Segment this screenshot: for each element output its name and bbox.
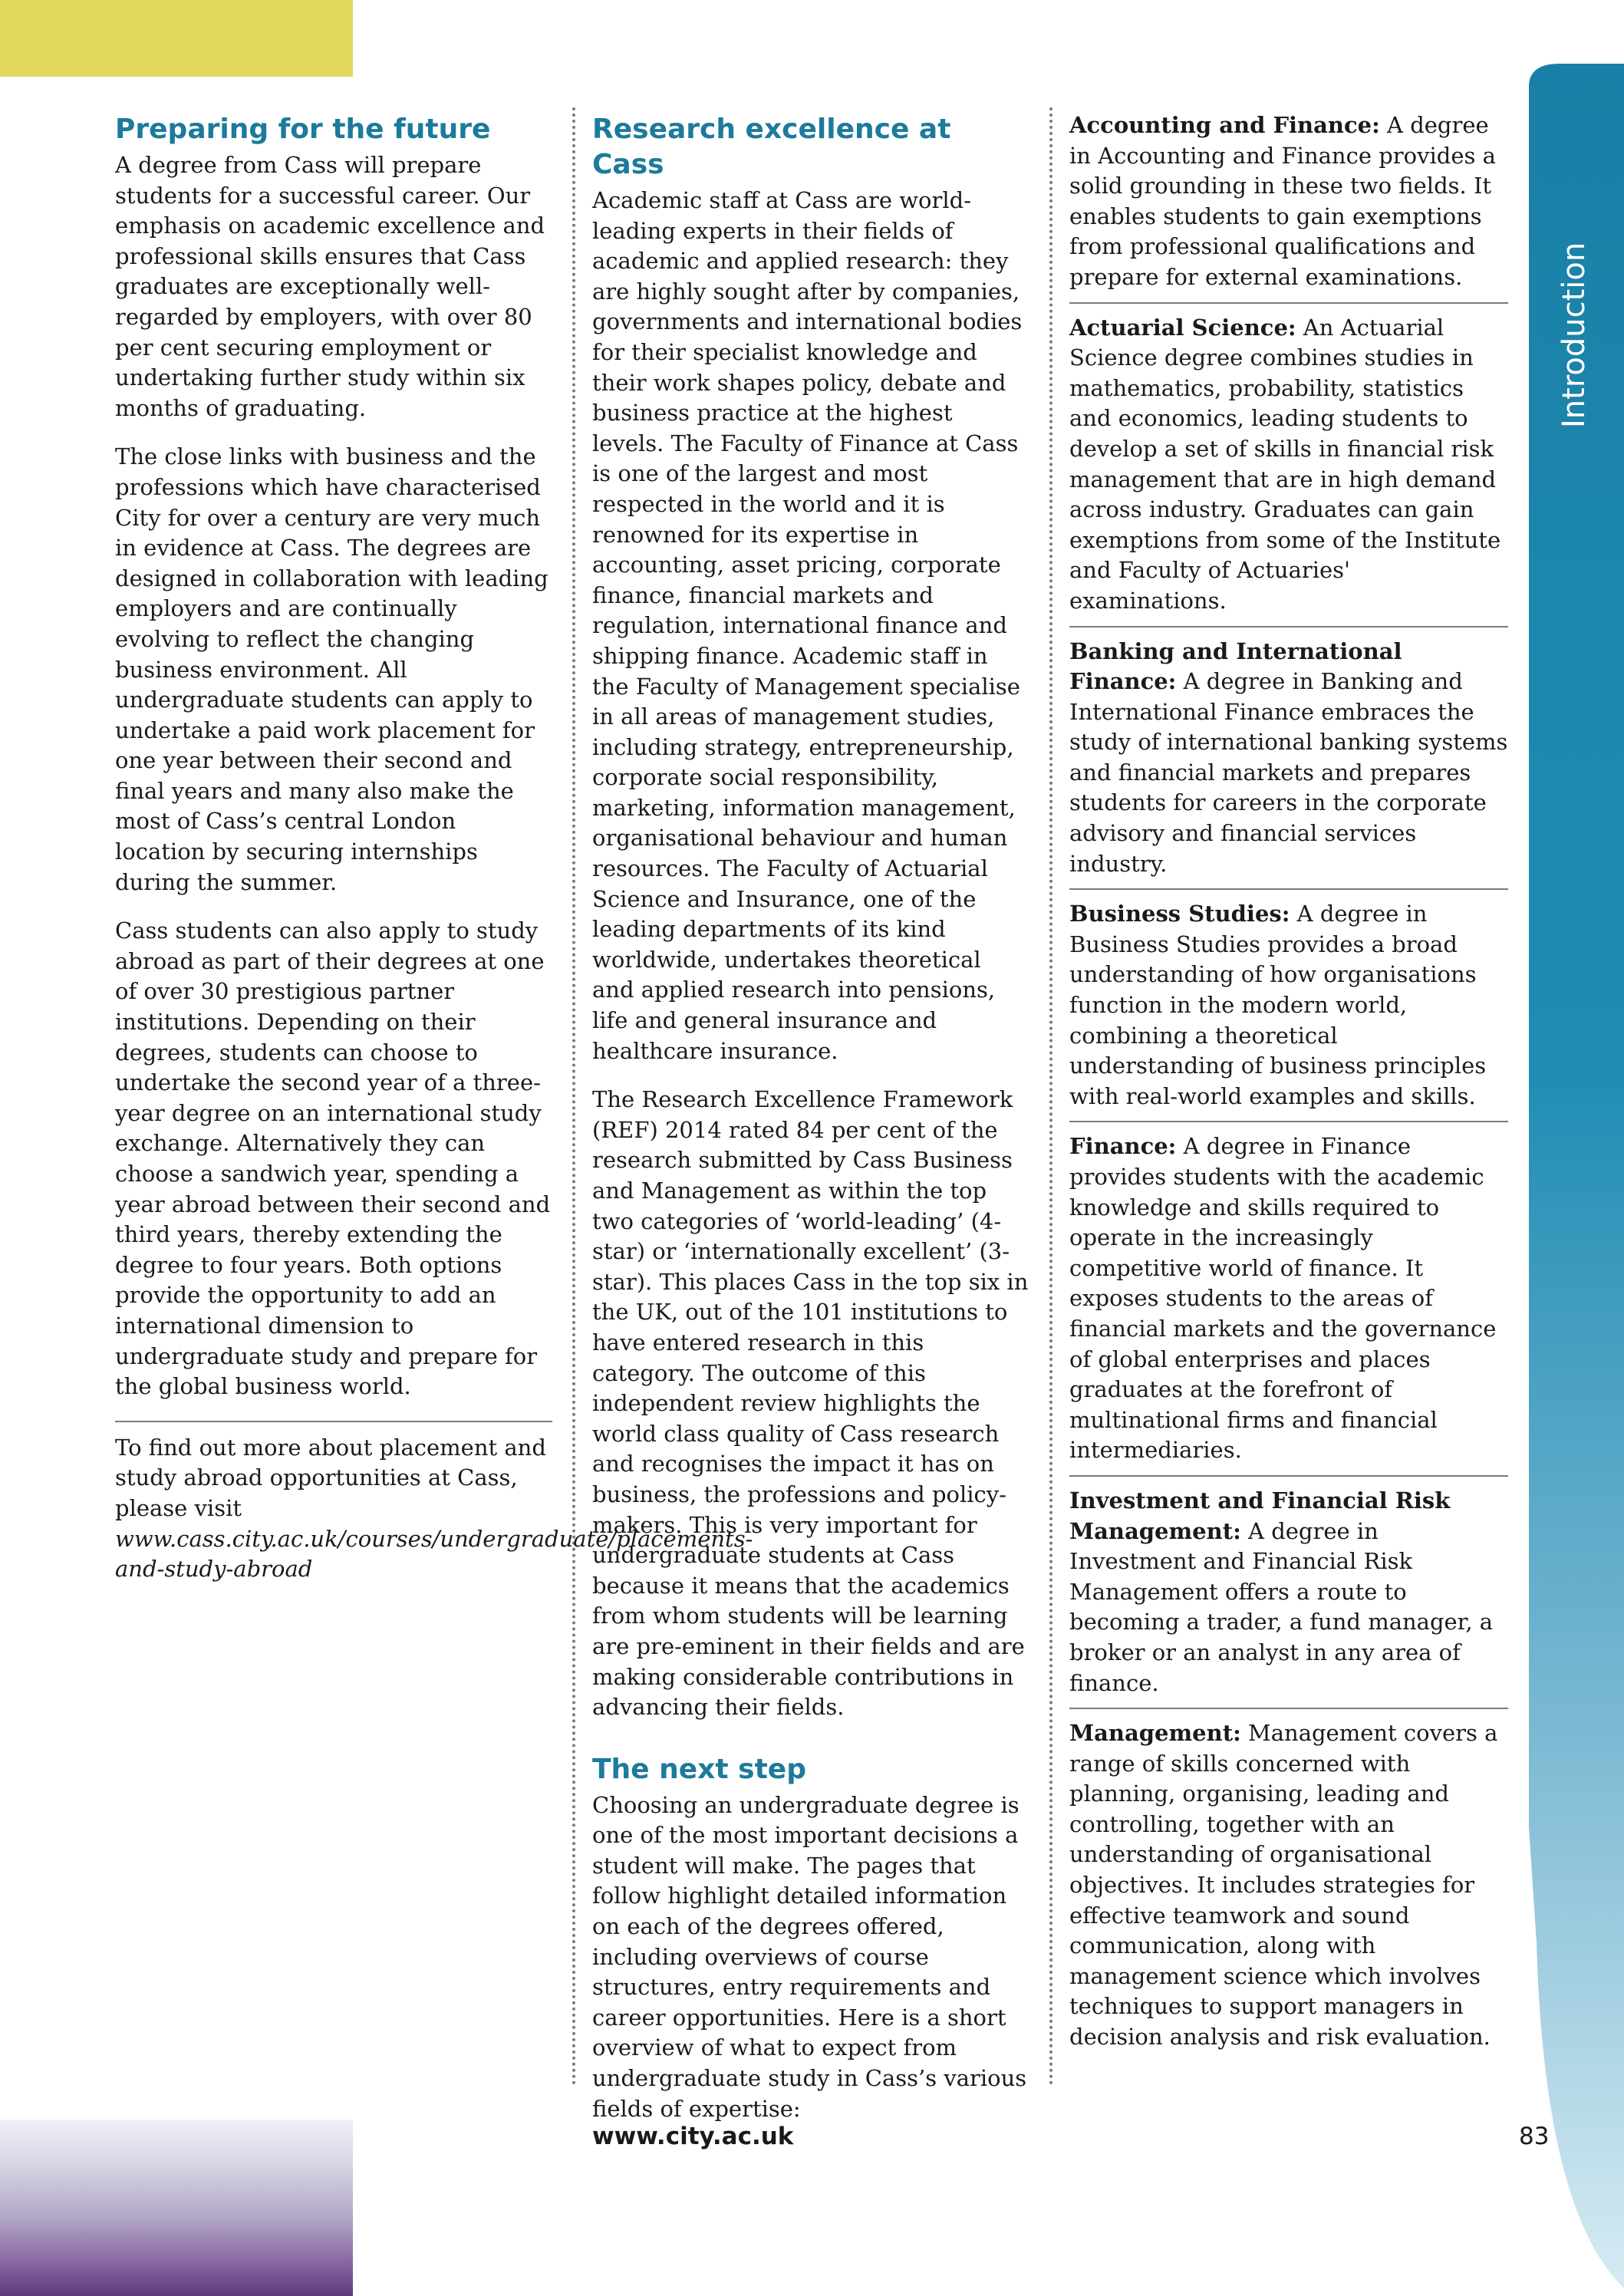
- paragraph: Cass students can also apply to study abroad as part of their degrees at one of over 30 prestigious partner institutions. Depending on their degrees, students can choose to undertake the second year of a three-year degree on an international study exchange. Alternatively they can choose a sandwich year, spending a year abroad between their second and third years, thereby extending the degree to four years. Both options provide the opportunity to add an international dimension to undergraduate study and prepare for the global business world.: [115, 917, 551, 1400]
- paragraph: The Research Excellence Framework (REF) 2014 rated 84 per cent of the research submitted by Cass Business and Management as within the top two categories of ‘world-leading’ (4-star) or ‘internationally excellent’ (3-star). This places Cass in the top six in the UK, out of the 101 institutions to have entered research in this category. The outcome of this independent review highlights the world class quality of Cass research and recognises the impact it has on business, the professions and policy-makers. This is very important for undergraduate students at Cass because it means that the academics from whom students will be learning are pre-eminent in their fields and are making considerable contributions in advancing their fields.: [592, 1086, 1029, 1721]
- yellow-corner-block: [0, 0, 353, 77]
- degree-title: Accounting and Finance:: [1069, 112, 1380, 138]
- footer-url-link[interactable]: www.city.ac.uk: [592, 2123, 794, 2150]
- degree-description: A degree in Banking and International Finance embraces the study of international banking systems and financial markets and prepares students for careers in the corporate advisory and financial services industry.: [1069, 668, 1508, 877]
- degree-entry: [1069, 1486, 1508, 1709]
- column-research-excellence: [592, 107, 1029, 2143]
- heading-preparing-future: Preparing for the future: [115, 114, 491, 145]
- paragraph: Academic staff at Cass are world-leading experts in their fields of academic and applied research: they are highly sought after by companies, governments and international bodies for their specialist knowledge and their work shapes policy, debate and business practice at the highest levels. The Faculty of Finance at Cass is one of the largest and most respected in the world and it is renowned for its expertise in accounting, asset pricing, corporate finance, financial markets and regulation, international finance and shipping finance. Academic staff in the Faculty of Management specialise in all areas of management studies, including strategy, entrepreneurship, corporate social responsibility, marketing, information management, organisational behaviour and human resources. The Faculty of Actuarial Science and Insurance, one of the leading departments of its kind worldwide, undertakes theoretical and applied research into pensions, life and general insurance and healthcare insurance.: [592, 187, 1023, 1064]
- section-label: Introduction: [1556, 242, 1592, 428]
- more-info-text: To find out more about placement and study abroad opportunities at Cass, please visit: [115, 1434, 546, 1521]
- column-degree-list: [1069, 107, 1508, 2071]
- degree-entry: [1069, 1132, 1508, 1477]
- column-divider: [1049, 107, 1052, 2087]
- heading-next-step: The next step: [592, 1753, 806, 1785]
- paragraph: Choosing an undergraduate degree is one of the most important decisions a student will make. The pages that follow highlight detailed information on each of the degrees offered, including overviews of course structures, entry requirements and career opportunities. Here is a short overview of what to expect from undergraduate study in Cass’s various fields of expertise:: [592, 1791, 1027, 2122]
- degree-description: An Actuarial Science degree combines studies in mathematics, probability, statistics and economics, leading students to develop a set of skills in financial risk management that are in high demand across industry. Graduates can gain exemptions from some of the Institute and Faculty of Actuaries' examinations.: [1069, 314, 1501, 614]
- degree-title: Investment and Financial Risk Management:: [1069, 1487, 1451, 1544]
- degree-title: Business Studies:: [1069, 901, 1290, 927]
- page-number: 83: [1519, 2123, 1550, 2150]
- placements-link[interactable]: www.cass.city.ac.uk/courses/undergraduate/placements-and-study-abroad: [115, 1525, 753, 1583]
- paragraph: The close links with business and the professions which have characterised City for over a century are very much in evidence at Cass. The degrees are designed in collaboration with leading employers and are continually evolving to reflect the changing business environment. All undergraduate students can apply to undertake a paid work placement for one year between their second and final years and many also make the most of Cass’s central London location by securing internships during the summer.: [115, 443, 548, 895]
- degree-description: A degree in Finance provides students with the academic knowledge and skills required to operate in the increasingly competitive world of finance. It exposes students to the areas of financial markets and the governance of global enterprises and places graduates at the forefront of multinational firms and financial intermediaries.: [1069, 1133, 1497, 1464]
- degree-description: Management covers a range of skills concerned with planning, organising, leading and controlling, together with an understanding of organisational objectives. It includes strategies for effective teamwork and sound communication, along with management science which involves techniques to support managers in decision analysis and risk evaluation.: [1069, 1720, 1498, 2051]
- degree-description: A degree in Business Studies provides a broad understanding of how organisations function in the modern world, combining a theoretical understanding of business principles with real-world examples and skills.: [1069, 901, 1487, 1109]
- degree-entry: [1069, 313, 1508, 628]
- column-divider: [572, 107, 575, 2087]
- purple-gradient-block: [0, 2120, 353, 2296]
- degree-description: A degree in Investment and Financial Risk Management offers a route to becoming a trader, a fund manager, a broker or an analyst in any area of finance.: [1069, 1517, 1494, 1696]
- paragraph: A degree from Cass will prepare students for a successful career. Our emphasis on academic excellence and professional skills ensures that Cass graduates are exceptionally well-regarded by employers, with over 80 per cent securing employment or undertaking further study within six months of graduating.: [115, 152, 545, 421]
- degree-title: Banking and International Finance:: [1069, 637, 1402, 695]
- degree-description: A degree in Accounting and Finance provides a solid grounding in these two fields. It enables students to gain exemptions from professional qualifications and prepare for external examinations.: [1069, 112, 1496, 290]
- degree-entry: [1069, 1718, 1508, 2062]
- degree-title: Finance:: [1069, 1133, 1177, 1160]
- degree-title: Management:: [1069, 1720, 1241, 1747]
- degree-title: Actuarial Science:: [1069, 314, 1296, 341]
- more-info-paragraph: [115, 1421, 753, 1585]
- heading-research-excellence: Research excellence at Cass: [592, 114, 951, 180]
- degree-entry: [1069, 110, 1508, 304]
- degree-entry: [1069, 899, 1508, 1122]
- degree-entry: [1069, 637, 1508, 891]
- column-preparing-future: [115, 107, 753, 1603]
